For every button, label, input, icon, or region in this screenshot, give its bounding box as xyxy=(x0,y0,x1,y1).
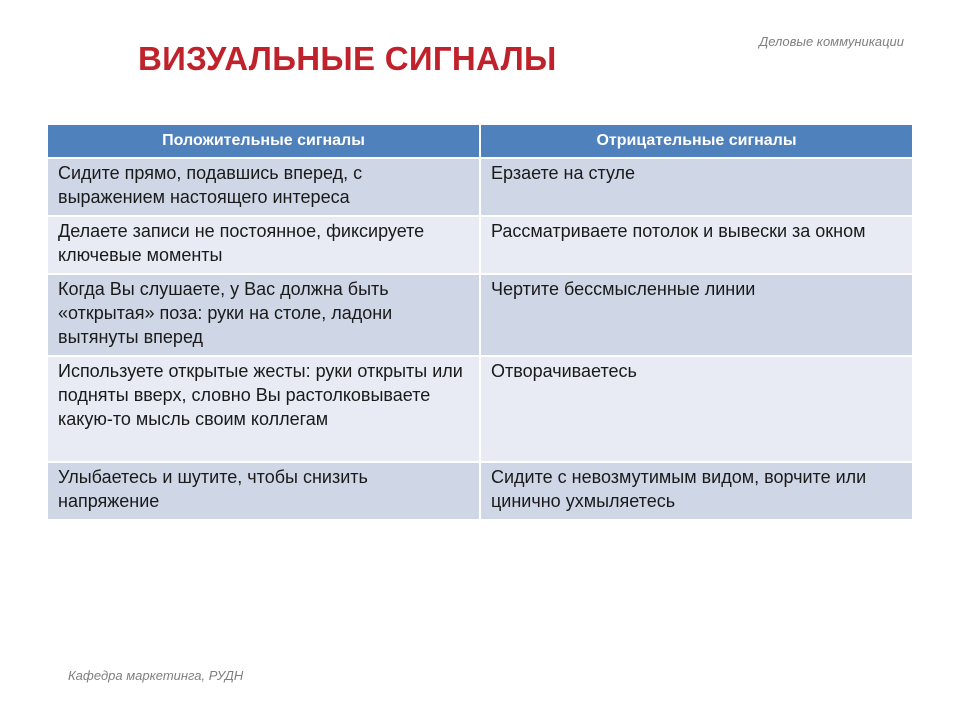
table-row xyxy=(48,462,912,520)
table-row xyxy=(48,356,912,462)
footer-department: Кафедра маркетинга, РУДН xyxy=(68,668,244,683)
positive-signal-cell: Делаете записи не постоянное, фиксируете ключевые моменты xyxy=(48,216,480,274)
slide-title: ВИЗУАЛЬНЫЕ СИГНАЛЫ xyxy=(138,40,557,77)
table-row xyxy=(48,216,912,274)
positive-signal-cell: Сидите прямо, подавшись вперед, с выражением настоящего интереса xyxy=(48,158,480,216)
column-header-positive: Положительные сигналы xyxy=(48,125,480,158)
column-header-negative: Отрицательные сигналы xyxy=(480,125,912,158)
negative-signal-cell: Отворачиваетесь xyxy=(480,356,912,462)
table-row xyxy=(48,158,912,216)
negative-signal-cell: Чертите бессмысленные линии xyxy=(480,274,912,356)
positive-signal-cell: Улыбаетесь и шутите, чтобы снизить напряжение xyxy=(48,462,480,520)
positive-signal-cell: Используете открытые жесты: руки открыты или подняты вверх, словно Вы растолковываете какую-то мысль своим коллегам xyxy=(48,356,480,462)
negative-signal-cell: Ерзаете на стуле xyxy=(480,158,912,216)
course-name: Деловые коммуникации xyxy=(759,34,904,49)
table-header-row xyxy=(48,125,912,158)
table-row xyxy=(48,274,912,356)
negative-signal-cell: Сидите с невозмутимым видом, ворчите или цинично ухмыляетесь xyxy=(480,462,912,520)
negative-signal-cell: Рассматриваете потолок и вывески за окном xyxy=(480,216,912,274)
positive-signal-cell: Когда Вы слушаете, у Вас должна быть «открытая» поза: руки на столе, ладони вытянуты вперед xyxy=(48,274,480,356)
signals-table xyxy=(48,125,912,521)
